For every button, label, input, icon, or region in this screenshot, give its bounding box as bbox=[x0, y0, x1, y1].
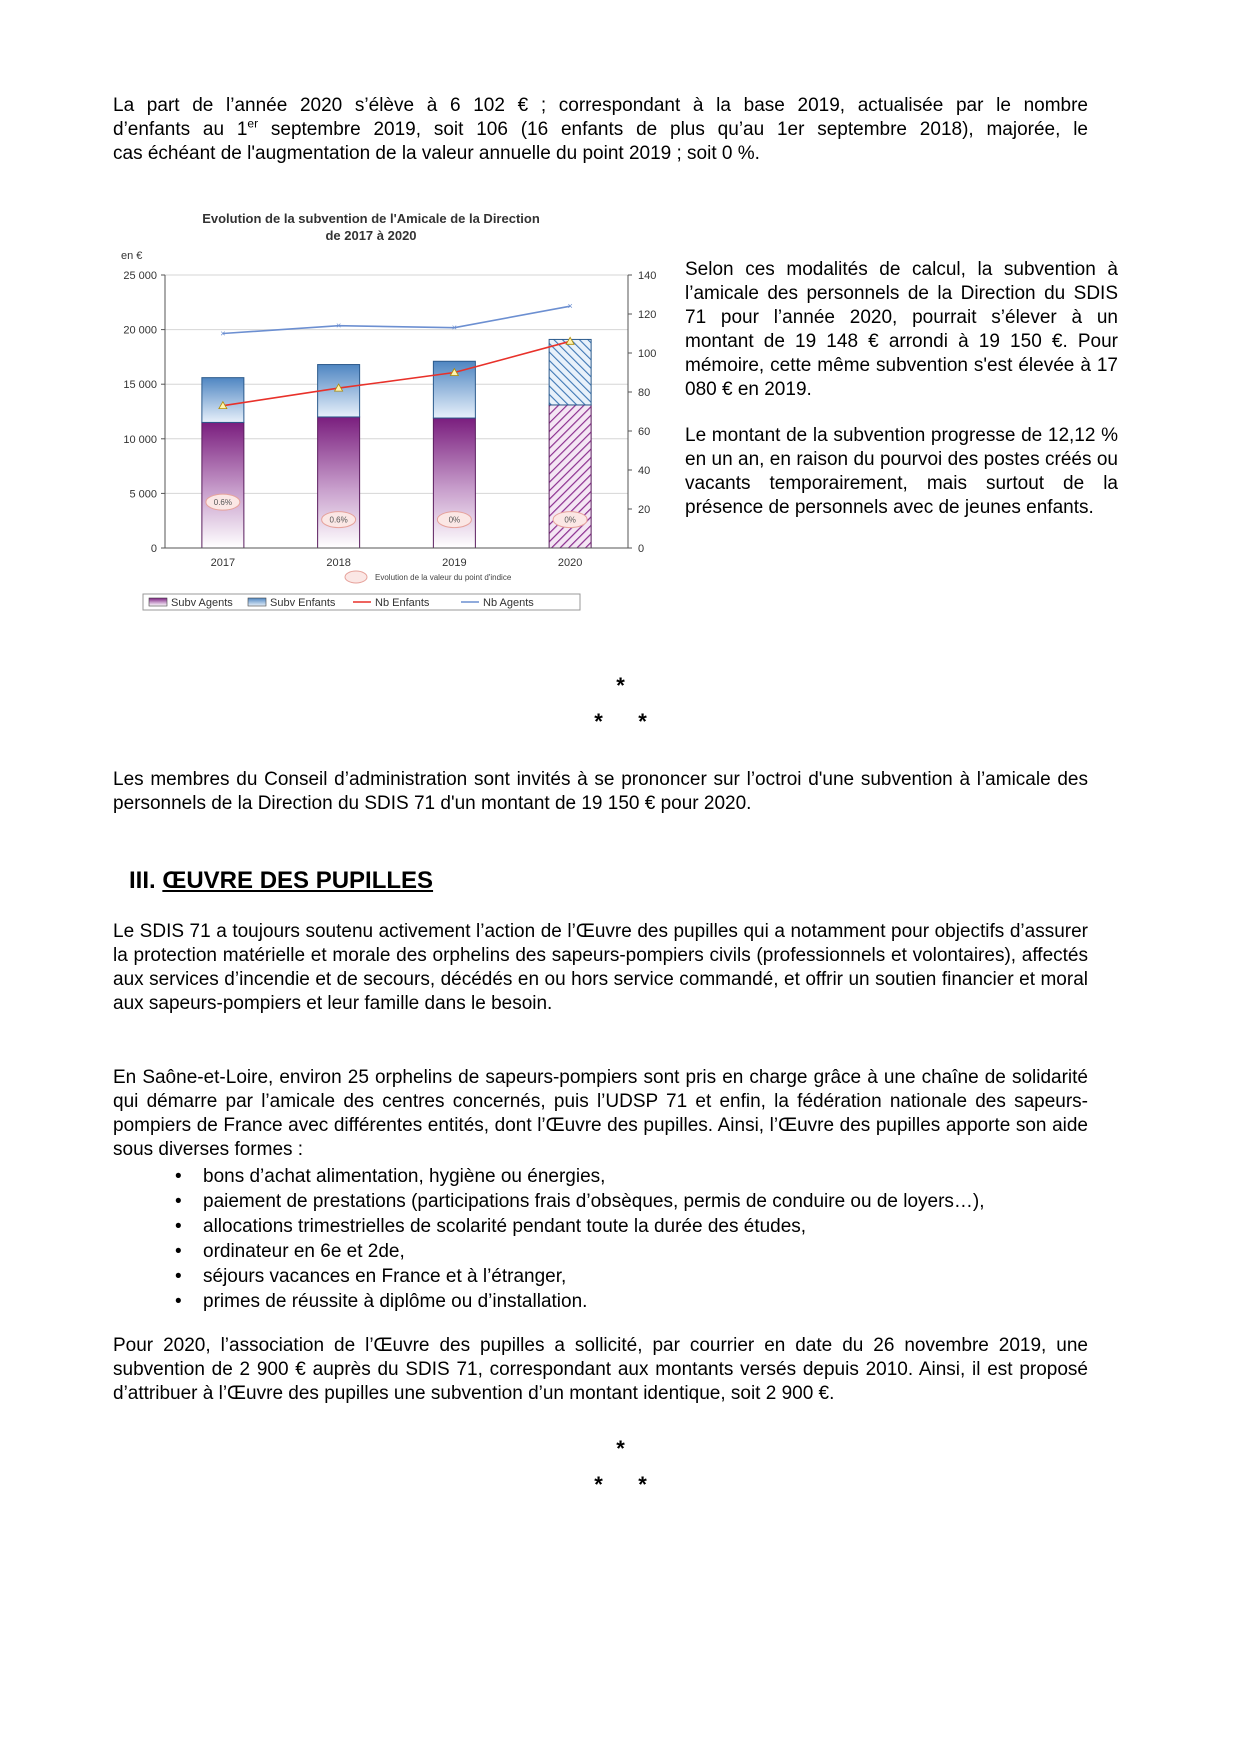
list-item: • ordinateur en 6e et 2de, bbox=[175, 1239, 1075, 1264]
separator-star-top: * bbox=[616, 673, 625, 698]
chart-y2-tick-label: 120 bbox=[638, 309, 657, 321]
section-heading bbox=[129, 866, 433, 896]
bar-subv-agents bbox=[433, 418, 475, 548]
chart-x-tick-label: 2019 bbox=[442, 557, 467, 569]
pupilles-paragraph-3: Pour 2020, l’association de l’Œuvre des pupilles a sollicité, par courrier en date du 26 novembre 2019, une subvention de 2 900 € auprès du SDIS 71, correspondant aux montants versés depuis 2010. Ainsi, il est proposé d’attribuer à l’Œuvre des pupilles une subvention d’un montant identique, soit 2 900 €. bbox=[113, 1335, 1088, 1404]
pupilles-paragraph-1: Le SDIS 71 a toujours soutenu activement l’action de l’Œuvre des pupilles qui a notamment pour objectifs d’assurer la protection matérielle et morale des orphelins des sapeurs-pompiers civils (professionnels et volontaires), affectés aux services d’incendie et de secours, décédés en ou hors service commandé, et offrir un soutien financier et moral aux sapeurs-pompiers et leur famille dans le besoin. bbox=[113, 921, 1088, 1014]
bar-subv-enfants bbox=[202, 378, 244, 423]
list-item: • séjours vacances en France et à l’étranger, bbox=[175, 1264, 1075, 1289]
section-number: III. bbox=[129, 867, 156, 894]
chart-y2-tick-label: 140 bbox=[638, 270, 657, 282]
chart-x-tick-label: 2017 bbox=[210, 557, 236, 569]
chart-y-label: en € bbox=[121, 250, 143, 262]
side-paragraph-2: Le montant de la subvention progresse de 12,12 % en un an, en raison du pourvoi des postes créés ou vacants temporairement, mais surtout de la présence de personnels avec de jeunes enfants. bbox=[685, 425, 1118, 518]
line-nb-enfants bbox=[223, 341, 570, 405]
legend-label: Subv Enfants bbox=[270, 597, 336, 609]
side-paragraph-1: Selon ces modalités de calcul, la subvention à l’amicale des personnels de la Direction du SDIS 71 pour l’année 2020, pourrait s’élever à un montant de 19 148 € arrondi à 19 150 €. Pour mémoire, cette même subvention s'est élevée à 17 080 € en 2019. bbox=[685, 259, 1118, 400]
separator-stars bbox=[0, 668, 1241, 740]
point-nb-agents: × bbox=[335, 320, 342, 331]
pupilles-paragraph-2: En Saône-et-Loire, environ 25 orphelins de sapeurs-pompiers sont pris en charge grâce à une chaîne de solidarité qui démarre par l’amicale des centres concernés, puis l’UDSP 71 et enfin, la fédération nationale des sapeurs-pompiers de France avec différentes entités, dont l’Œuvre des pupilles. Ainsi, l’Œuvre des pupilles apporte son aide sous diverses formes : bbox=[113, 1067, 1088, 1160]
chart-y-tick-label: 25 000 bbox=[123, 270, 157, 282]
subvention-chart bbox=[113, 205, 668, 625]
intro-line-2b: septembre 2019, soit 106 (16 enfants de plus qu’au 1er septembre 2018), majorée, le bbox=[258, 119, 1088, 140]
list-item: • paiement de prestations (participations frais d’obsèques, permis de conduire ou de loyers…), bbox=[175, 1189, 1075, 1214]
chart-y-tick-label: 20 000 bbox=[123, 324, 157, 337]
chart-y-tick-label: 15 000 bbox=[123, 379, 157, 392]
conclusion-paragraph: Les membres du Conseil d’administration sont invités à se prononcer sur l’octroi d'une subvention à l’amicale des personnels de la Direction du SDIS 71 d'un montant de 19 150 € pour 2020. bbox=[113, 769, 1088, 814]
chart-y2-tick-label: 60 bbox=[638, 426, 651, 438]
intro-line-3: cas échéant de l'augmentation de la valeur annuelle du point 2019 ; soit 0 %. bbox=[113, 143, 760, 164]
legend-swatch bbox=[248, 598, 266, 606]
separator-stars-2 bbox=[0, 1431, 1241, 1503]
list-item: • bons d’achat alimentation, hygiène ou énergies, bbox=[175, 1164, 1075, 1189]
point-nb-agents: × bbox=[567, 301, 573, 312]
point-index-label: 0.6% bbox=[213, 498, 232, 508]
bar-subv-enfants bbox=[549, 339, 591, 405]
separator-star-left: * bbox=[594, 709, 603, 734]
aid-list bbox=[175, 1164, 1075, 1314]
chart-x-tick-label: 2020 bbox=[557, 557, 583, 569]
intro-line-2 bbox=[113, 118, 1088, 142]
bar-subv-agents bbox=[202, 422, 244, 548]
point-nb-agents: × bbox=[220, 328, 226, 339]
point-index-label: 0% bbox=[448, 515, 461, 525]
section-title: ŒUVRE DES PUPILLES bbox=[162, 867, 434, 894]
legend-label: Nb Enfants bbox=[375, 597, 430, 609]
chart-y-tick-label: 0 bbox=[150, 543, 157, 555]
point-index-label: 0.6% bbox=[329, 515, 348, 525]
legend-swatch bbox=[149, 598, 167, 606]
point-nb-agents: × bbox=[451, 322, 458, 333]
chart-y2-tick-label: 40 bbox=[638, 465, 651, 477]
intro-line-2a: d’enfants au 1 bbox=[113, 119, 248, 140]
chart-title-line-2: de 2017 à 2020 bbox=[325, 228, 417, 243]
list-item: • primes de réussite à diplôme ou d’installation. bbox=[175, 1289, 1075, 1314]
legend-label: Subv Agents bbox=[171, 597, 233, 609]
intro-paragraph bbox=[113, 94, 1088, 166]
list-item: • allocations trimestrielles de scolarité pendant toute la durée des études, bbox=[175, 1214, 1075, 1239]
bar-subv-agents bbox=[318, 417, 360, 548]
chart-y2-tick-label: 80 bbox=[638, 387, 651, 399]
separator-star-right: * bbox=[638, 709, 647, 734]
intro-line-1: La part de l’année 2020 s’élève à 6 102 € ; correspondant à la base 2019, actualisée par le nombre bbox=[113, 95, 1088, 116]
point-legend-swatch bbox=[345, 571, 367, 583]
chart-y-tick-label: 5 000 bbox=[129, 488, 157, 501]
chart-y2-tick-label: 0 bbox=[638, 543, 645, 555]
point-legend-label: Evolution de la valeur du point d'indice bbox=[375, 573, 512, 582]
chart-y2-tick-label: 100 bbox=[638, 348, 657, 360]
chart-x-tick-label: 2018 bbox=[326, 557, 351, 569]
separator-star-top: * bbox=[616, 1436, 625, 1461]
chart-y-tick-label: 10 000 bbox=[123, 433, 157, 446]
chart-title-line-1: Evolution de la subvention de l'Amicale de la Direction bbox=[202, 211, 540, 226]
intro-superscript: er bbox=[247, 116, 259, 131]
separator-star-right: * bbox=[638, 1472, 647, 1497]
legend-label: Nb Agents bbox=[483, 597, 534, 609]
chart-y2-tick-label: 20 bbox=[638, 504, 651, 516]
point-index-label: 0% bbox=[564, 515, 576, 525]
separator-star-left: * bbox=[594, 1472, 603, 1497]
